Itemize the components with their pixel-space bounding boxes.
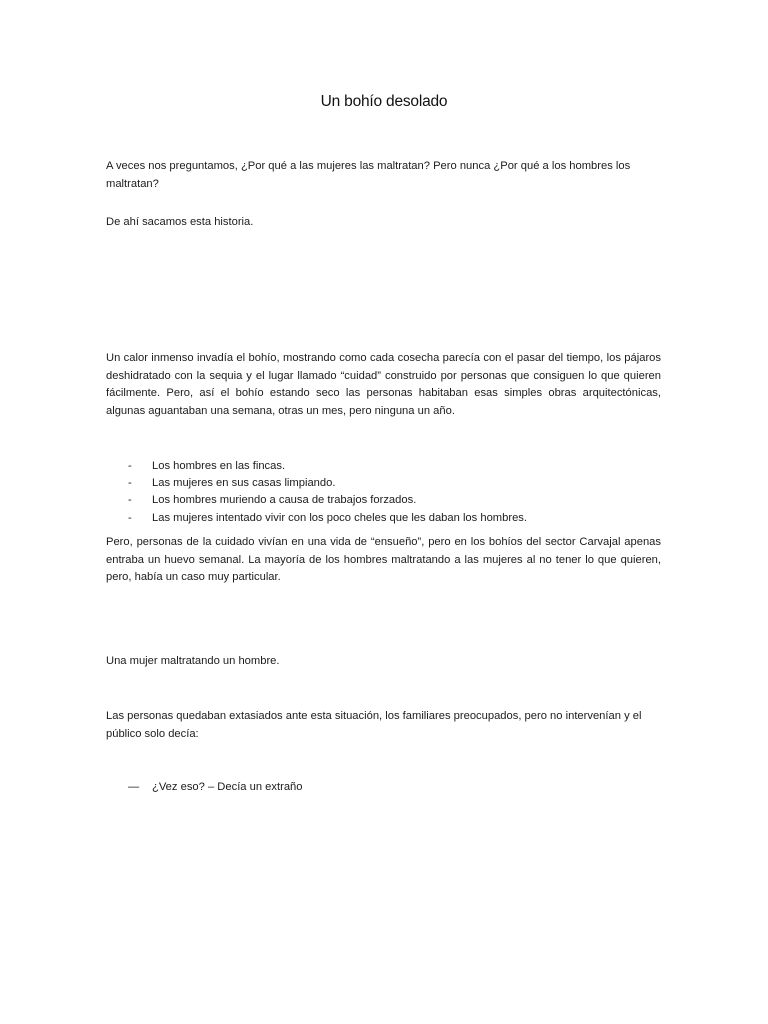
list-item-text: Las mujeres intentado vivir con los poco cheles que les daban los hombres. [152, 511, 527, 524]
dialogue-dash: — [128, 781, 140, 793]
list-item-text: Los hombres muriendo a causa de trabajos forzados. [152, 494, 417, 507]
paragraph-case: Una mujer maltratando un hombre. [106, 655, 280, 667]
list-item-text: Las mujeres en sus casas limpiando. [152, 477, 336, 490]
list-item [106, 458, 661, 475]
list-item [106, 475, 661, 492]
list-item [106, 510, 661, 527]
bullet-marker: - [128, 494, 132, 507]
paragraph-reaction: Las personas quedaban extasiados ante esta situación, los familiares preocupados, pero no intervenían y el público solo decía: [106, 710, 642, 740]
list-item-text: Los hombres en las fincas. [152, 460, 286, 472]
dialogue-text: ¿Vez eso? – Decía un extraño [152, 781, 303, 793]
bullet-list [106, 458, 661, 527]
list-item [106, 492, 661, 509]
paragraph-contrast: Pero, personas de la cuidado vivían en una vida de “ensueño”, pero en los bohíos del sector Carvajal apenas entraba un huevo semanal. La mayoría de los hombres maltratando a las mujeres al no tener lo que quieren, pero, había un caso muy particular. [106, 536, 661, 583]
paragraph-setting: Un calor inmenso invadía el bohío, mostrando como cada cosecha parecía con el pasar del tiempo, los pájaros deshidratado con la sequia y el lugar llamado “cuidad” construido por personas que consiguen lo que quieren fácilmente. Pero, así el bohío estando seco las personas habitaban esas simples obras arquitectónicas, algunas aguantaban una semana, otras un mes, pero ninguna un año. [106, 352, 661, 417]
bullet-marker: - [128, 511, 132, 524]
dialogue-line [128, 779, 303, 797]
bullet-marker: - [128, 460, 132, 472]
bullet-marker: - [128, 477, 132, 490]
paragraph-origin: De ahí sacamos esta historia. [106, 216, 254, 228]
paragraph-intro: A veces nos preguntamos, ¿Por qué a las mujeres las maltratan? Pero nunca ¿Por qué a los hombres los maltratan? [106, 160, 631, 190]
document-title: Un bohío desolado [320, 93, 448, 110]
